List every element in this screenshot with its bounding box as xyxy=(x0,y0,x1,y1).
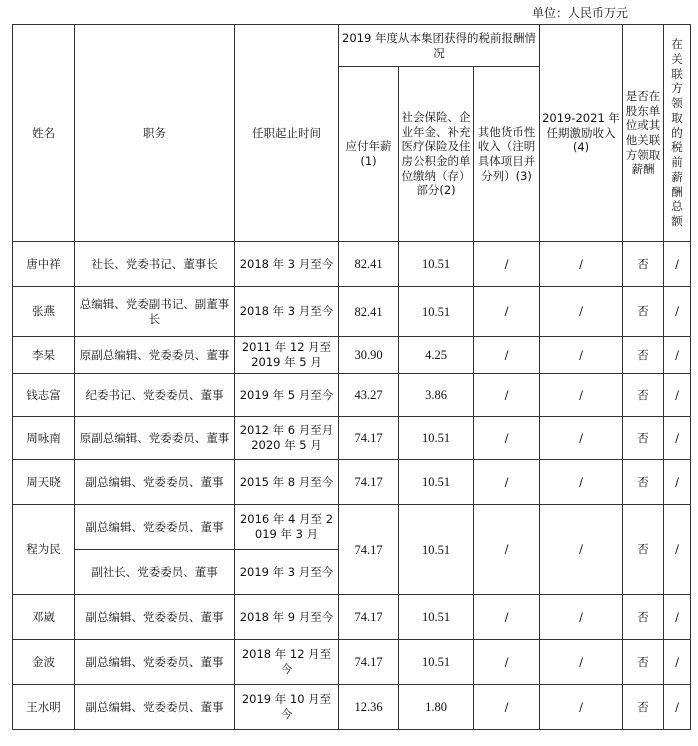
cell-position: 副总编辑、党委委员、董事 xyxy=(75,460,235,505)
cell-incentive: / xyxy=(540,505,623,595)
cell-salary: 43.27 xyxy=(339,374,399,417)
cell-incentive: / xyxy=(540,374,623,417)
cell-incentive: / xyxy=(540,640,623,685)
cell-shareholder: 否 xyxy=(623,505,664,595)
cell-other: / xyxy=(474,505,540,595)
header-salary: 应付年薪(1) xyxy=(339,67,399,242)
cell-term: 2019 年 10 月至今 xyxy=(235,685,339,730)
cell-position: 原副总编辑、党委委员、董事 xyxy=(75,417,235,460)
cell-incentive: / xyxy=(540,242,623,287)
cell-term: 2018 年 12 月至今 xyxy=(235,640,339,685)
unit-label: 单位：人民币万元 xyxy=(531,6,628,20)
cell-position: 原副总编辑、党委委员、董事 xyxy=(75,337,235,374)
cell-related: / xyxy=(664,595,691,640)
compensation-table xyxy=(12,24,691,730)
cell-related: / xyxy=(664,374,691,417)
cell-other: / xyxy=(474,640,540,685)
table-row xyxy=(13,505,691,550)
table-row xyxy=(13,337,691,374)
cell-related: / xyxy=(664,287,691,337)
header-group: 2019 年度从本集团获得的税前报酬情况 xyxy=(339,25,540,67)
cell-salary: 74.17 xyxy=(339,417,399,460)
cell-insurance: 10.51 xyxy=(399,242,474,287)
cell-related: / xyxy=(664,685,691,730)
cell-other: / xyxy=(474,460,540,505)
cell-incentive: / xyxy=(540,460,623,505)
cell-other: / xyxy=(474,337,540,374)
cell-term: 2018 年 9 月至今 xyxy=(235,595,339,640)
table-row xyxy=(13,595,691,640)
cell-other: / xyxy=(474,595,540,640)
table-row xyxy=(13,640,691,685)
cell-shareholder: 否 xyxy=(623,460,664,505)
cell-shareholder: 否 xyxy=(623,337,664,374)
cell-related: / xyxy=(664,640,691,685)
cell-name: 张燕 xyxy=(13,287,75,337)
cell-term: 2015 年 8 月至今 xyxy=(235,460,339,505)
table-row xyxy=(13,417,691,460)
table-row xyxy=(13,685,691,730)
cell-salary: 82.41 xyxy=(339,287,399,337)
cell-term: 2018 年 3 月至今 xyxy=(235,287,339,337)
cell-salary: 74.17 xyxy=(339,595,399,640)
cell-position: 副社长、党委委员、董事 xyxy=(75,550,235,595)
cell-shareholder: 否 xyxy=(623,685,664,730)
cell-salary: 12.36 xyxy=(339,685,399,730)
cell-incentive: / xyxy=(540,417,623,460)
cell-related: / xyxy=(664,337,691,374)
cell-insurance: 10.51 xyxy=(399,460,474,505)
cell-other: / xyxy=(474,685,540,730)
table-row xyxy=(13,460,691,505)
cell-name: 邓崴 xyxy=(13,595,75,640)
cell-name: 李杲 xyxy=(13,337,75,374)
cell-insurance: 10.51 xyxy=(399,417,474,460)
cell-other: / xyxy=(474,417,540,460)
cell-term: 2012 年 6 月至月 2020 年 5 月 xyxy=(235,417,339,460)
cell-name: 唐中祥 xyxy=(13,242,75,287)
header-term: 任职起止时间 xyxy=(235,25,339,242)
cell-position: 副总编辑、党委委员、董事 xyxy=(75,640,235,685)
cell-position: 副总编辑、党委委员、董事 xyxy=(75,505,235,550)
cell-other: / xyxy=(474,242,540,287)
cell-shareholder: 否 xyxy=(623,640,664,685)
cell-term: 2018 年 3 月至今 xyxy=(235,242,339,287)
cell-position: 副总编辑、党委委员、董事 xyxy=(75,595,235,640)
header-other: 其他货币性收入（注明具体项目并分列）(3) xyxy=(474,67,540,242)
cell-shareholder: 否 xyxy=(623,417,664,460)
cell-related: / xyxy=(664,242,691,287)
header-position: 职务 xyxy=(75,25,235,242)
cell-position: 社长、党委书记、董事长 xyxy=(75,242,235,287)
cell-salary: 74.17 xyxy=(339,460,399,505)
cell-shareholder: 否 xyxy=(623,595,664,640)
cell-term: 2016 年 4 月至 2019 年 3 月 xyxy=(235,505,339,550)
cell-position: 总编辑、党委副书记、副董事长 xyxy=(75,287,235,337)
cell-insurance: 10.51 xyxy=(399,640,474,685)
cell-related: / xyxy=(664,505,691,595)
cell-shareholder: 否 xyxy=(623,287,664,337)
cell-related: / xyxy=(664,460,691,505)
header-related: 在关联方领取的税前薪酬总额 xyxy=(664,25,691,242)
header-insurance: 社会保险、企业年金、补充医疗保险及住房公积金的单位缴纳（存）部分(2) xyxy=(399,67,474,242)
table-row xyxy=(13,287,691,337)
header-shareholder: 是否在股东单位或其他关联方领取薪酬 xyxy=(623,25,664,242)
cell-salary: 82.41 xyxy=(339,242,399,287)
header-name: 姓名 xyxy=(13,25,75,242)
cell-insurance: 3.86 xyxy=(399,374,474,417)
cell-name: 金波 xyxy=(13,640,75,685)
cell-insurance: 10.51 xyxy=(399,287,474,337)
cell-insurance: 1.80 xyxy=(399,685,474,730)
cell-other: / xyxy=(474,374,540,417)
cell-incentive: / xyxy=(540,337,623,374)
table-row xyxy=(13,374,691,417)
cell-other: / xyxy=(474,287,540,337)
cell-salary: 30.90 xyxy=(339,337,399,374)
cell-position: 纪委书记、党委委员、董事 xyxy=(75,374,235,417)
cell-name: 周咏南 xyxy=(13,417,75,460)
cell-salary: 74.17 xyxy=(339,505,399,595)
cell-insurance: 10.51 xyxy=(399,595,474,640)
cell-position: 副总编辑、党委委员、董事 xyxy=(75,685,235,730)
cell-incentive: / xyxy=(540,287,623,337)
cell-name: 王水明 xyxy=(13,685,75,730)
cell-insurance: 10.51 xyxy=(399,505,474,595)
cell-term: 2019 年 5 月至今 xyxy=(235,374,339,417)
cell-salary: 74.17 xyxy=(339,640,399,685)
header-incentive: 2019-2021 年任期激励收入(4) xyxy=(540,25,623,242)
cell-name: 周天晓 xyxy=(13,460,75,505)
cell-term: 2019 年 3 月至今 xyxy=(235,550,339,595)
cell-related: / xyxy=(664,417,691,460)
cell-name: 程为民 xyxy=(13,505,75,595)
cell-shareholder: 否 xyxy=(623,374,664,417)
cell-shareholder: 否 xyxy=(623,242,664,287)
cell-name: 钱志富 xyxy=(13,374,75,417)
cell-incentive: / xyxy=(540,685,623,730)
cell-incentive: / xyxy=(540,595,623,640)
cell-insurance: 4.25 xyxy=(399,337,474,374)
cell-term: 2011 年 12 月至 2019 年 5 月 xyxy=(235,337,339,374)
table-row xyxy=(13,242,691,287)
